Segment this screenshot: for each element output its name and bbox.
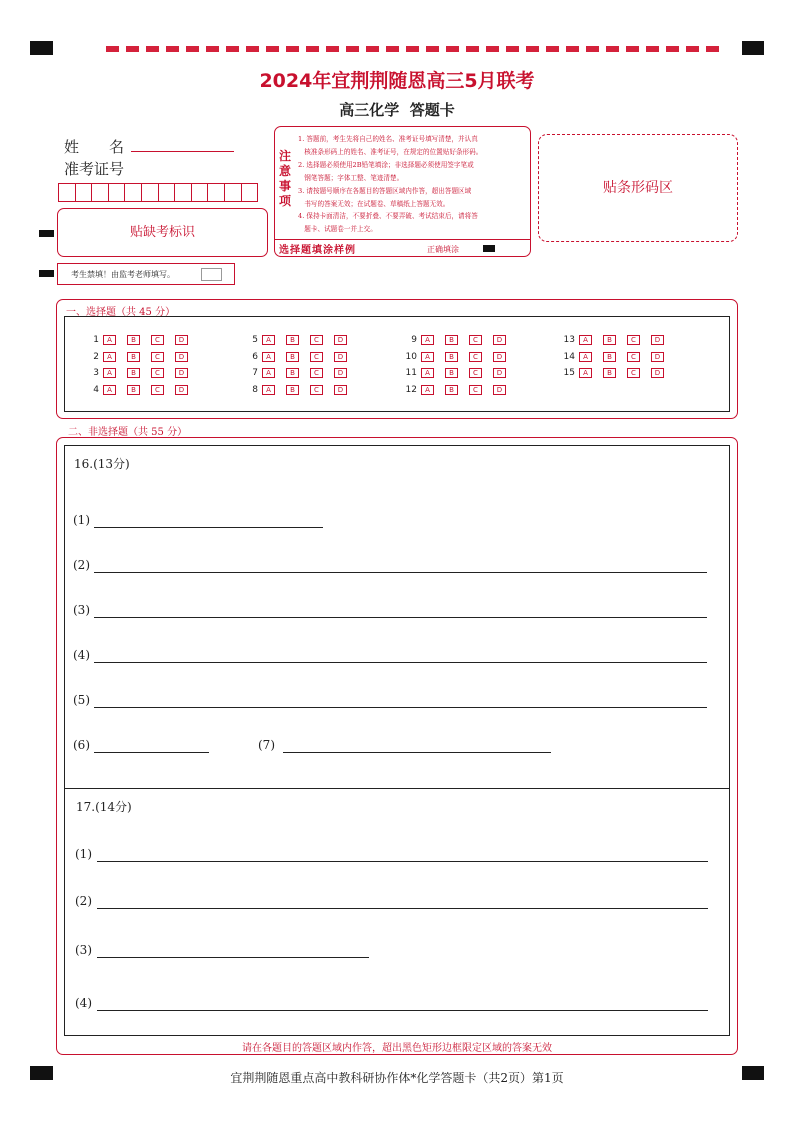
choice-question-3 <box>83 368 199 378</box>
notice-heading-char: 项 <box>278 194 291 208</box>
choice-option-d[interactable]: D <box>334 352 347 362</box>
choice-option-a[interactable]: A <box>103 385 116 395</box>
choice-option-d[interactable]: D <box>334 335 347 345</box>
sample-label: 选择题填涂样例 <box>279 245 356 256</box>
choice-number: 1 <box>93 335 99 345</box>
choice-question-11 <box>401 368 517 378</box>
notice-item: 2. 选择题必须使用2B铅笔填涂；非选择题必须使用签字笔或 <box>298 160 474 169</box>
choice-option-c[interactable]: C <box>151 335 164 345</box>
exam-id-digit-box[interactable] <box>141 183 159 202</box>
q16-title: 16.(13分) <box>74 457 130 471</box>
notice-box <box>274 126 531 257</box>
choice-option-b[interactable]: B <box>127 352 140 362</box>
timing-dash <box>586 46 599 52</box>
choice-option-a[interactable]: A <box>421 385 434 395</box>
choice-option-c[interactable]: C <box>151 368 164 378</box>
q17-part-1-line[interactable] <box>97 861 708 862</box>
absent-note-text: 考生禁填！由监考老师填写。 <box>71 270 175 279</box>
side-mark-1 <box>39 230 54 237</box>
choice-option-d[interactable]: D <box>651 368 664 378</box>
q17-part-4-line[interactable] <box>97 1010 708 1011</box>
timing-dash <box>706 46 719 52</box>
choice-option-b[interactable]: B <box>127 385 140 395</box>
timing-track <box>106 46 734 52</box>
q17-part-4-label: (4) <box>75 996 92 1010</box>
q16-part-3-label: (3) <box>73 603 90 617</box>
choice-option-c[interactable]: C <box>627 352 640 362</box>
choice-number: 13 <box>563 335 575 345</box>
timing-dash <box>326 46 339 52</box>
timing-dash <box>126 46 139 52</box>
notice-item: 书写的答案无效；在试题卷、草稿纸上答题无效。 <box>298 199 450 208</box>
barcode-label: 贴条形码区 <box>603 180 673 196</box>
choice-option-b[interactable]: B <box>603 352 616 362</box>
page-footer: 宜荆荆随恩重点高中教科研协作体*化学答题卡（共2页）第1页 <box>230 1071 564 1085</box>
choice-option-a[interactable]: A <box>103 368 116 378</box>
registration-mark-top-right <box>742 41 764 55</box>
q16-part-7-label: (7) <box>258 738 275 752</box>
choice-question-14 <box>559 352 675 362</box>
timing-dash <box>146 46 159 52</box>
choice-option-d[interactable]: D <box>651 335 664 345</box>
page-title: 2024年宜荆荆随恩高三5月联考 <box>259 70 535 92</box>
timing-dash <box>286 46 299 52</box>
page-subtitle: 高三化学 答题卡 <box>339 101 455 119</box>
q16-part-4-label: (4) <box>73 648 90 662</box>
choice-option-b[interactable]: B <box>445 352 458 362</box>
choice-option-d[interactable]: D <box>175 352 188 362</box>
exam-id-grid[interactable] <box>58 183 258 202</box>
exam-id-digit-box[interactable] <box>91 183 109 202</box>
choice-option-c[interactable]: C <box>310 368 323 378</box>
q16-part-5-label: (5) <box>73 693 90 707</box>
timing-dash <box>626 46 639 52</box>
choice-option-c[interactable]: C <box>151 385 164 395</box>
choice-option-c[interactable]: C <box>310 352 323 362</box>
choice-option-d[interactable]: D <box>493 385 506 395</box>
choice-option-b[interactable]: B <box>603 368 616 378</box>
exam-id-digit-box[interactable] <box>124 183 142 202</box>
timing-dash <box>686 46 699 52</box>
choice-number: 6 <box>252 351 258 362</box>
side-mark-2 <box>39 270 54 277</box>
exam-id-digit-box[interactable] <box>207 183 225 202</box>
choice-question-1 <box>83 335 199 345</box>
q16-part-1-label: (1) <box>73 513 90 527</box>
exam-id-digit-box[interactable] <box>158 183 176 202</box>
choice-question-8 <box>242 385 358 395</box>
choice-option-a[interactable]: A <box>103 335 116 345</box>
timing-dash <box>506 46 519 52</box>
choice-number: 12 <box>405 384 417 395</box>
choice-option-a[interactable]: A <box>262 368 275 378</box>
choice-option-d[interactable]: D <box>493 352 506 362</box>
choice-question-9 <box>401 335 517 345</box>
q17-part-2-line[interactable] <box>97 908 708 909</box>
registration-mark-top-left <box>30 41 53 55</box>
choice-question-7 <box>242 368 358 378</box>
exam-id-digit-box[interactable] <box>241 183 259 202</box>
timing-dash <box>386 46 399 52</box>
choice-number: 5 <box>252 335 258 345</box>
choice-option-a[interactable]: A <box>103 352 116 362</box>
choice-option-d[interactable]: D <box>493 335 506 345</box>
choice-option-b[interactable]: B <box>445 385 458 395</box>
choice-question-10 <box>401 352 517 362</box>
choice-option-c[interactable]: C <box>627 368 640 378</box>
choice-option-a[interactable]: A <box>579 368 592 378</box>
q16-part-4-line[interactable] <box>94 662 707 663</box>
notice-heading-char: 意 <box>278 164 291 178</box>
q16-part-1-line[interactable] <box>94 527 323 528</box>
q16-part-6-label: (6) <box>73 738 90 752</box>
notice-item: 3. 请按题号顺序在各题目的答题区域内作答，超出答题区域 <box>298 186 472 195</box>
timing-dash <box>446 46 459 52</box>
choice-option-c[interactable]: C <box>151 352 164 362</box>
name-field-line[interactable] <box>131 151 234 152</box>
notice-item: 4. 保持卡面清洁，不要折叠、不要弄破、考试结束后，请将答 <box>298 212 478 221</box>
timing-dash <box>186 46 199 52</box>
q17-part-1-label: (1) <box>75 847 92 861</box>
choice-option-d[interactable]: D <box>175 335 188 345</box>
q17-part-3-label: (3) <box>75 943 92 957</box>
timing-dash <box>646 46 659 52</box>
choice-number: 9 <box>411 335 417 345</box>
notice-heading <box>277 149 293 209</box>
choice-option-c[interactable]: C <box>469 335 482 345</box>
exam-id-digit-box[interactable] <box>174 183 192 202</box>
exam-id-digit-box[interactable] <box>224 183 242 202</box>
timing-dash <box>566 46 579 52</box>
absent-sticker-label: 贴缺考标识 <box>129 225 195 240</box>
q16-part-2-label: (2) <box>73 558 90 572</box>
choice-option-b[interactable]: B <box>286 385 299 395</box>
choice-option-a[interactable]: A <box>262 335 275 345</box>
correct-fill-sample <box>483 245 495 252</box>
section-open-title: 二、非选择题（共 55 分） <box>68 427 188 438</box>
choice-option-b[interactable]: B <box>445 335 458 345</box>
absent-checkbox[interactable] <box>201 268 222 281</box>
choice-option-c[interactable]: C <box>469 352 482 362</box>
choice-option-d[interactable]: D <box>651 352 664 362</box>
timing-dash <box>666 46 679 52</box>
q16-part-3-line[interactable] <box>94 617 707 618</box>
choice-option-d[interactable]: D <box>334 368 347 378</box>
timing-dash <box>466 46 479 52</box>
choice-option-a[interactable]: A <box>579 352 592 362</box>
choice-grid-frame <box>64 316 730 412</box>
timing-dash <box>166 46 179 52</box>
absent-sticker-box <box>57 208 268 257</box>
choice-question-4 <box>83 385 199 395</box>
exam-id-label: 准考证号 <box>64 160 125 178</box>
choice-number: 3 <box>93 368 99 378</box>
choice-option-c[interactable]: C <box>627 335 640 345</box>
timing-dash <box>366 46 379 52</box>
correct-fill-label: 正确填涂 <box>427 245 459 254</box>
choice-option-d[interactable]: D <box>493 368 506 378</box>
choice-number: 7 <box>252 368 258 378</box>
choice-option-a[interactable]: A <box>421 335 434 345</box>
choice-option-b[interactable]: B <box>286 352 299 362</box>
choice-option-b[interactable]: B <box>445 368 458 378</box>
section-choice-title: 一、选择题（共 45 分） <box>66 307 176 318</box>
timing-dash <box>306 46 319 52</box>
choice-option-c[interactable]: C <box>310 335 323 345</box>
choice-option-a[interactable]: A <box>262 352 275 362</box>
exam-id-digit-box[interactable] <box>58 183 76 202</box>
choice-option-c[interactable]: C <box>469 385 482 395</box>
choice-option-c[interactable]: C <box>310 385 323 395</box>
choice-number: 14 <box>563 351 575 362</box>
choice-option-c[interactable]: C <box>469 368 482 378</box>
timing-dash <box>406 46 419 52</box>
absent-note-box <box>57 263 235 285</box>
choice-option-a[interactable]: A <box>262 385 275 395</box>
open-warning: 请在各题目的答题区域内作答，超出黑色矩形边框限定区域的答案无效 <box>242 1043 552 1054</box>
choice-option-b[interactable]: B <box>127 335 140 345</box>
section-choice <box>56 299 738 419</box>
choice-option-a[interactable]: A <box>579 335 592 345</box>
timing-dash <box>486 46 499 52</box>
choice-number: 15 <box>563 368 575 378</box>
choice-number: 8 <box>252 384 258 395</box>
timing-dash <box>266 46 279 52</box>
q17-title: 17.(14分) <box>76 800 132 814</box>
timing-dash <box>426 46 439 52</box>
exam-id-digit-box[interactable] <box>191 183 209 202</box>
timing-dash <box>546 46 559 52</box>
choice-option-b[interactable]: B <box>603 335 616 345</box>
choice-option-b[interactable]: B <box>286 368 299 378</box>
notice-item: 1. 答题前，考生先将自己的姓名、准考证号填写清楚，并认真 <box>298 135 478 143</box>
choice-number: 4 <box>93 384 99 395</box>
choice-question-6 <box>242 352 358 362</box>
choice-number: 10 <box>405 351 417 362</box>
choice-question-15 <box>559 368 675 378</box>
notice-item: 题卡、试题卷一并上交。 <box>298 225 377 234</box>
choice-option-d[interactable]: D <box>334 385 347 395</box>
timing-dash <box>606 46 619 52</box>
timing-dash <box>346 46 359 52</box>
choice-number: 11 <box>405 368 417 378</box>
choice-number: 2 <box>93 351 99 362</box>
timing-dash <box>206 46 219 52</box>
timing-dash <box>246 46 259 52</box>
choice-question-12 <box>401 385 517 395</box>
notice-heading-char: 事 <box>278 179 291 193</box>
q16-part-2-line[interactable] <box>94 572 707 573</box>
timing-dash <box>526 46 539 52</box>
q16-part-6-line[interactable] <box>94 752 209 753</box>
name-label: 姓 名 <box>64 138 125 156</box>
notice-item: 核准条形码上的姓名、准考证号，在规定的位置贴好条形码。 <box>298 147 483 156</box>
notice-items <box>298 133 526 236</box>
choice-question-13 <box>559 335 675 345</box>
choice-question-5 <box>242 335 358 345</box>
choice-option-a[interactable]: A <box>421 352 434 362</box>
q16-part-5-line[interactable] <box>94 707 707 708</box>
choice-option-b[interactable]: B <box>127 368 140 378</box>
choice-question-2 <box>83 352 199 362</box>
q17-part-3-line[interactable] <box>97 957 369 958</box>
barcode-area <box>538 134 738 242</box>
choice-option-d[interactable]: D <box>175 368 188 378</box>
q-divider <box>65 788 729 789</box>
open-answer-frame <box>64 445 730 1036</box>
choice-option-a[interactable]: A <box>421 368 434 378</box>
timing-dash <box>106 46 119 52</box>
q16-part-7-line[interactable] <box>283 752 551 753</box>
notice-heading-char: 注 <box>278 149 291 163</box>
exam-id-digit-box[interactable] <box>75 183 93 202</box>
choice-option-d[interactable]: D <box>175 385 188 395</box>
notice-item: 钢笔答题；字体工整、笔迹清楚。 <box>298 173 404 182</box>
q17-part-2-label: (2) <box>75 894 92 908</box>
choice-option-b[interactable]: B <box>286 335 299 345</box>
timing-dash <box>226 46 239 52</box>
exam-id-digit-box[interactable] <box>108 183 126 202</box>
section-open <box>56 437 738 1055</box>
